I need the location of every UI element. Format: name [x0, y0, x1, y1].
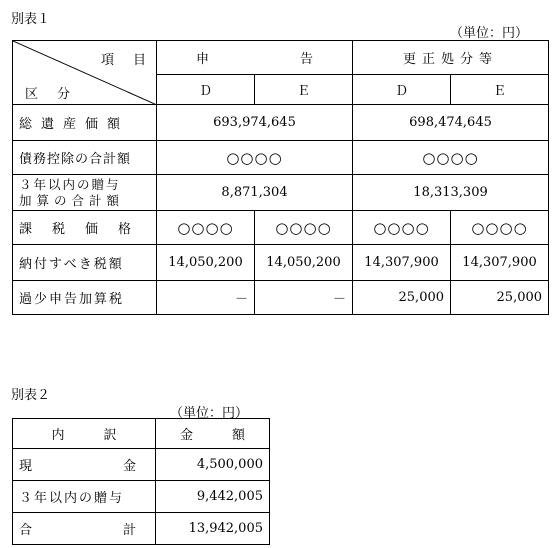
- declared-value: 693,974,645: [157, 105, 353, 141]
- row-label: 課税価格: [13, 211, 157, 245]
- amount-value: 9,442,005: [156, 481, 270, 513]
- table1-unit: （単位：円）: [450, 26, 529, 41]
- cell-value: 14,050,200: [157, 245, 255, 281]
- cell-value: ○○○○: [157, 211, 255, 245]
- row-label-two-line: [13, 175, 157, 211]
- row-label: 過少申告加算税: [13, 281, 157, 315]
- table2: [12, 418, 270, 545]
- table-row: [13, 481, 270, 513]
- row-label: 合 計: [13, 513, 156, 545]
- row-label-line2: 加算の合計額: [19, 192, 125, 208]
- table2-unit: （単位：円）: [170, 406, 249, 421]
- row-label: 現 金: [13, 449, 156, 481]
- corrected-value: 18,313,309: [353, 175, 549, 211]
- row-label: 総遺産価額: [13, 105, 157, 141]
- table1: [12, 40, 549, 315]
- table-row: [13, 141, 549, 175]
- row-label: ３年以内の贈与: [13, 481, 156, 513]
- group-declared: 申 告: [157, 41, 353, 75]
- corrected-value: ○○○○: [353, 141, 549, 175]
- amount-value: 4,500,000: [156, 449, 270, 481]
- cell-value: ○○○○: [353, 211, 451, 245]
- cell-value: 14,050,200: [255, 245, 353, 281]
- cell-value: －: [157, 281, 255, 315]
- sub-header-e2: Ｅ: [451, 75, 549, 105]
- cell-value: －: [255, 281, 353, 315]
- sub-header-d1: Ｄ: [157, 75, 255, 105]
- table-row: [13, 513, 270, 545]
- declared-value: 8,871,304: [157, 175, 353, 211]
- header-diagonal-cell: [13, 41, 157, 105]
- table-row: [13, 245, 549, 281]
- corrected-value: 698,474,645: [353, 105, 549, 141]
- cell-value: 25,000: [353, 281, 451, 315]
- row-label: 納付すべき税額: [13, 245, 157, 281]
- table1-caption: 別表１: [11, 12, 51, 27]
- header-amount: 金 額: [156, 419, 270, 449]
- section-label: 区 分: [25, 87, 74, 102]
- table-row: [13, 175, 549, 211]
- table-row: [13, 211, 549, 245]
- table-row: [13, 449, 270, 481]
- row-label: 債務控除の合計額: [13, 141, 157, 175]
- sub-header-d2: Ｄ: [353, 75, 451, 105]
- cell-value: 25,000: [451, 281, 549, 315]
- group-corrected: 更正処分等: [353, 41, 549, 75]
- cell-value: ○○○○: [451, 211, 549, 245]
- cell-value: ○○○○: [255, 211, 353, 245]
- declared-value: ○○○○: [157, 141, 353, 175]
- sub-header-e1: Ｅ: [255, 75, 353, 105]
- table2-caption: 別表２: [11, 388, 51, 403]
- item-label: 項 目: [101, 53, 150, 68]
- table-row: [13, 105, 549, 141]
- row-label-line1: ３年以内の贈与: [19, 176, 121, 192]
- header-breakdown: 内 訳: [13, 419, 156, 449]
- amount-value: 13,942,005: [156, 513, 270, 545]
- table-row: [13, 281, 549, 315]
- cell-value: 14,307,900: [353, 245, 451, 281]
- cell-value: 14,307,900: [451, 245, 549, 281]
